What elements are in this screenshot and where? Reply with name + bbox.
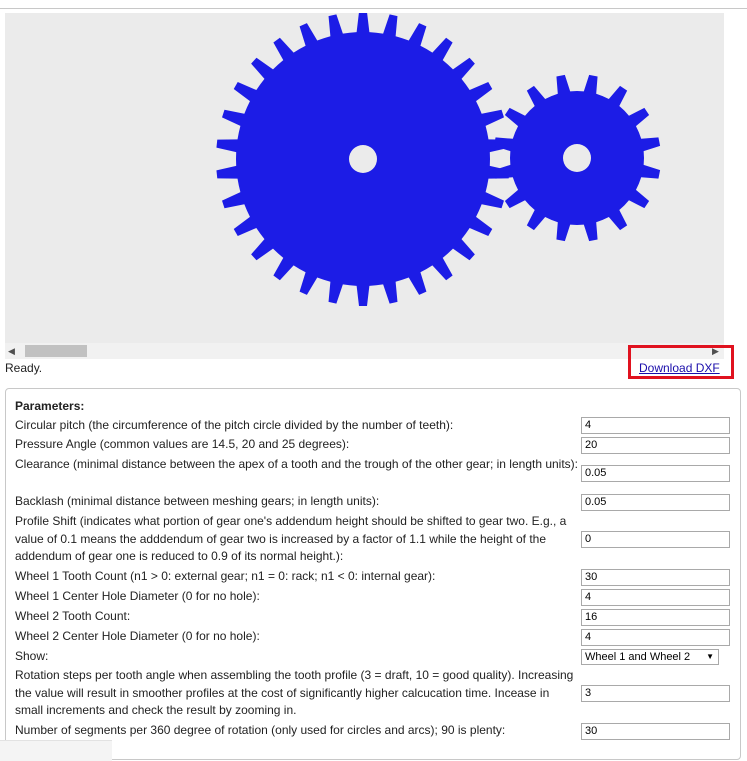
chevron-down-icon: ▼ bbox=[706, 652, 714, 661]
wheel1-tooth-count-input[interactable]: 30 bbox=[581, 569, 730, 586]
bottom-strip bbox=[0, 740, 112, 761]
status-text: Ready. bbox=[5, 361, 43, 375]
horizontal-scrollbar[interactable] bbox=[5, 343, 724, 359]
clearance-input[interactable]: 0.05 bbox=[581, 465, 730, 482]
clearance-label: Clearance (minimal distance between the apex of a tooth and the trough of the other gear; in length units): bbox=[15, 457, 579, 471]
wheel2-hole-label: Wheel 2 Center Hole Diameter (0 for no hole): bbox=[15, 629, 260, 643]
download-dxf-link[interactable]: Download DXF bbox=[639, 361, 720, 375]
profile-shift-input[interactable]: 0 bbox=[581, 531, 730, 548]
circular-pitch-input[interactable]: 4 bbox=[581, 417, 730, 434]
show-label: Show: bbox=[15, 649, 49, 663]
profile-shift-label: Profile Shift (indicates what portion of gear one's addendum height should be shifted to gear two. E.g., a value of 0.1 means the adddendum of gear two is increased by a factor of 1.1 while the height of the addendum of gear one is reduced to 0.9 of its normal height.): bbox=[15, 514, 567, 563]
show-select[interactable] bbox=[581, 649, 719, 665]
gear-wheel-1 bbox=[216, 13, 509, 306]
wheel1-hole-input[interactable]: 4 bbox=[581, 589, 730, 606]
vertical-scrollbar-track[interactable] bbox=[724, 13, 741, 359]
pressure-angle-input[interactable]: 20 bbox=[581, 437, 730, 454]
parameters-title: Parameters: bbox=[15, 399, 85, 413]
wheel2-tooth-count-input[interactable]: 16 bbox=[581, 609, 730, 626]
scroll-right-arrow-icon[interactable]: ▶ bbox=[712, 346, 719, 356]
pressure-angle-label: Pressure Angle (common values are 14.5, 20 and 25 degrees): bbox=[15, 437, 350, 451]
wheel1-hole-label: Wheel 1 Center Hole Diameter (0 for no hole): bbox=[15, 589, 260, 603]
gear-viewer[interactable] bbox=[5, 13, 724, 343]
show-select-value: Wheel 1 and Wheel 2 bbox=[585, 651, 691, 663]
scroll-left-arrow-icon[interactable]: ◀ bbox=[8, 346, 15, 356]
wheel2-hole-input[interactable]: 4 bbox=[581, 629, 730, 646]
segments-label: Number of segments per 360 degree of rotation (only used for circles and arcs); 90 is plenty: bbox=[15, 723, 506, 737]
gear-canvas bbox=[5, 13, 724, 343]
gear-wheel-2 bbox=[494, 75, 660, 241]
wheel1-tooth-count-label: Wheel 1 Tooth Count (n1 > 0: external gear; n1 = 0: rack; n1 < 0: internal gear): bbox=[15, 569, 436, 583]
wheel2-tooth-count-label: Wheel 2 Tooth Count: bbox=[15, 609, 131, 623]
top-divider bbox=[0, 8, 747, 9]
circular-pitch-label: Circular pitch (the circumference of the pitch circle divided by the number of teeth): bbox=[15, 418, 454, 432]
rotation-steps-input[interactable]: 3 bbox=[581, 685, 730, 702]
scrollbar-thumb[interactable] bbox=[25, 345, 87, 357]
segments-input[interactable]: 30 bbox=[581, 723, 730, 740]
backlash-label: Backlash (minimal distance between meshing gears; in length units): bbox=[15, 494, 380, 508]
rotation-steps-label: Rotation steps per tooth angle when assembling the tooth profile (3 = draft, 10 = good quality). Increasing the value will result in smoother profiles at the cost of significantly higher calcucation time. Incease in small increments and check the result by zooming in. bbox=[15, 668, 574, 717]
backlash-input[interactable]: 0.05 bbox=[581, 494, 730, 511]
